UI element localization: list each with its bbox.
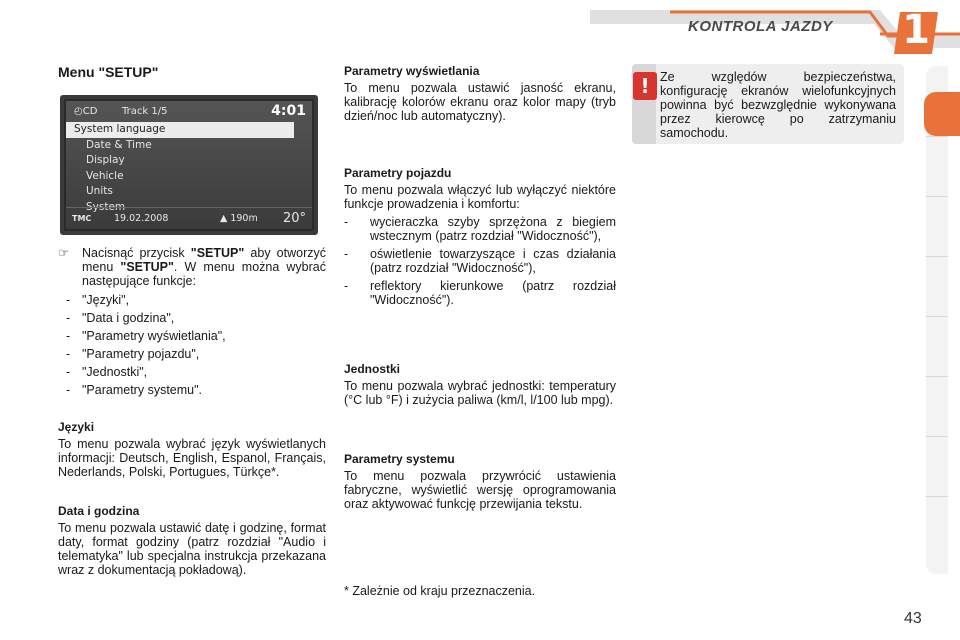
vehicle-function-item: - oświetlenie towarzyszące i czas działania (patrz rozdział "Widoczność"), xyxy=(344,247,616,275)
setup-menu-item: Units xyxy=(86,185,113,197)
function-list xyxy=(58,293,326,397)
date-display: 19.02.2008 xyxy=(114,213,169,224)
setup-menu-list xyxy=(66,122,312,215)
system-params-section xyxy=(344,452,616,511)
setup-menu-item: System xyxy=(86,200,126,213)
vehicle-params-text: To menu pozwala włączyć lub wyłączyć niektóre funkcje prowadzenia i komfortu: xyxy=(344,183,616,211)
vehicle-function-item: - wycieraczka szyby sprzężona z biegiem wstecznym (patrz rozdział "Widoczność"), xyxy=(344,215,616,243)
vehicle-function-item: - reflektory kierunkowe (patrz rozdział "Widoczność"). xyxy=(344,279,616,307)
chapter-number: 1 xyxy=(902,7,930,53)
units-title: Jednostki xyxy=(344,362,401,376)
setup-menu-item: Vehicle xyxy=(86,169,124,182)
pointer-hand-icon: ☞ xyxy=(58,246,70,260)
tmc-indicator: TMC xyxy=(72,214,92,223)
display-params-title: Parametry wyświetlania xyxy=(344,64,480,78)
vehicle-params-title: Parametry pojazdu xyxy=(344,166,452,180)
chapter-title: KONTROLA JAZDY xyxy=(688,18,833,35)
chapter-header xyxy=(470,0,960,58)
setup-screen-image xyxy=(60,95,318,235)
side-tab-strip xyxy=(926,66,948,574)
track-label: Track 1/5 xyxy=(122,105,168,117)
cd-icon: ◴ xyxy=(74,105,83,117)
cd-label: CD xyxy=(82,105,98,117)
languages-title: Języki xyxy=(58,420,95,434)
navigation-arrow-icon: ▲ xyxy=(220,213,231,224)
function-list-item: - "Parametry wyświetlania", xyxy=(66,329,226,343)
function-list-item: - "Parametry systemu". xyxy=(66,383,203,397)
footnote: * Zależnie od kraju przeznaczenia. xyxy=(344,584,536,598)
system-params-text: To menu pozwala przywrócić ustawienia fabryczne, wyświetlić wersję oprogramowania oraz aktywować funkcję przewijania tekstu. xyxy=(344,469,616,511)
date-time-text: To menu pozwala ustawić datę i godzinę, format daty, format godziny (patrz rozdział "Audio i telematyka" lub specjalna instrukcja przekazana wraz z dokumentacją pokładową). xyxy=(58,521,326,577)
function-list-item: - "Parametry pojazdu", xyxy=(66,347,200,361)
vehicle-params-section xyxy=(344,166,616,311)
intro-block xyxy=(58,246,326,401)
function-list-item: - "Data i godzina", xyxy=(66,311,175,325)
clock-display: 4:01 xyxy=(271,103,306,119)
system-params-title: Parametry systemu xyxy=(344,452,455,466)
units-section xyxy=(344,362,616,407)
vehicle-function-list xyxy=(344,215,616,307)
intro-paragraph: Nacisnąć przycisk "SETUP" aby otworzyć menu "SETUP". W menu można wybrać następujące funkcje: xyxy=(82,246,327,288)
setup-menu-item: System language xyxy=(66,122,294,138)
date-time-section xyxy=(58,504,326,577)
setup-menu-item: Display xyxy=(86,154,125,166)
function-list-item: - "Jednostki", xyxy=(66,365,148,379)
display-params-text: To menu pozwala ustawić jasność ekranu, kalibrację kolorów ekranu oraz kolor mapy (tryb dzień/noc lub automatyczny). xyxy=(344,81,616,123)
cd-indicator xyxy=(66,106,122,117)
date-time-title: Data i godzina xyxy=(58,504,140,518)
distance-display: ▲ 190m xyxy=(220,213,258,224)
warning-icon: ! xyxy=(633,72,657,100)
safety-notice-text: Ze względów bezpieczeństwa, konfigurację ekranów wielofunkcyjnych powinna być bezwzględnie wykonywana przez kierowcę po zatrzymaniu samochodu. xyxy=(660,70,896,140)
setup-menu-item: Date & Time xyxy=(86,138,152,151)
languages-section xyxy=(58,420,326,479)
languages-text: To menu pozwala wybrać język wyświetlanych informacji: Deutsch, English, Espanol, Français, Nederlands, Polski, Portugues, Türkçe*. xyxy=(58,437,326,479)
active-chapter-tab xyxy=(924,92,960,136)
section-title: Menu "SETUP" xyxy=(58,64,159,80)
units-text: To menu pozwala wybrać jednostki: temperatury (°C lub °F) i zużycia paliwa (km/l, l/100 lub mpg). xyxy=(344,379,616,407)
page-number: 43 xyxy=(904,610,922,627)
temperature-display: 20° xyxy=(282,211,306,226)
display-params-section xyxy=(344,64,616,123)
function-list-item: - "Języki", xyxy=(66,293,130,307)
